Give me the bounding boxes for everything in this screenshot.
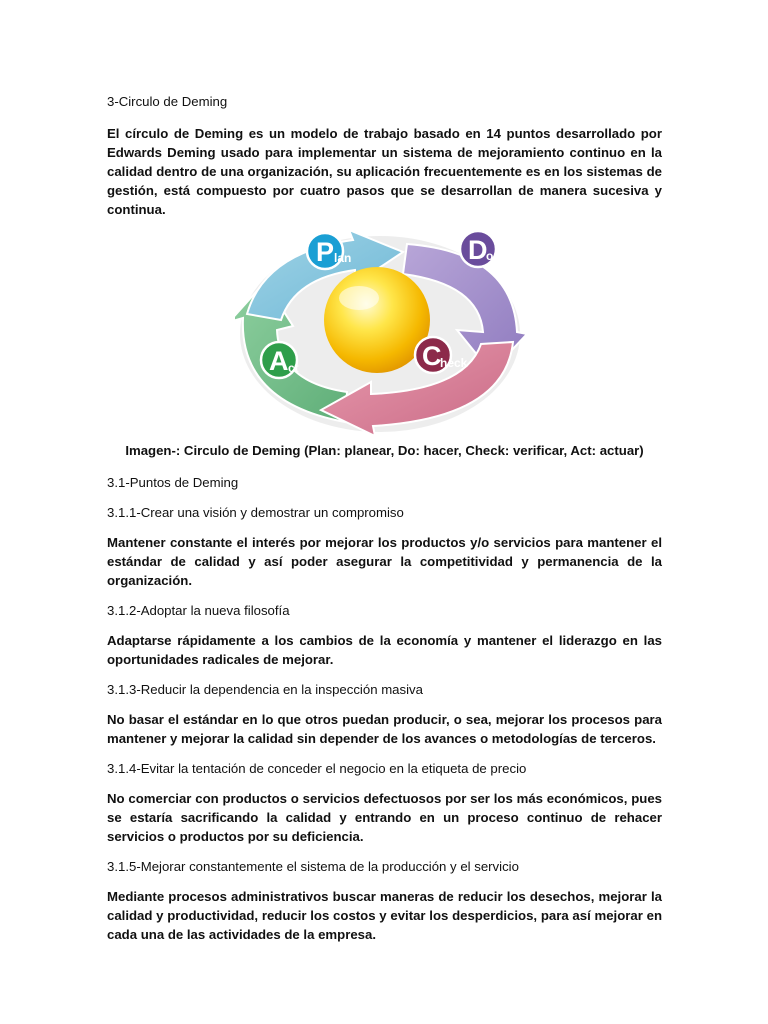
point-title: 3.1.1-Crear una visión y demostrar un compromiso (107, 505, 404, 520)
figure-caption: Imagen-: Circulo de Deming (Plan: planear, Do: hacer, Check: verificar, Act: actuar) (125, 443, 644, 458)
do-badge (460, 231, 496, 267)
point-title: 3.1.5-Mejorar constantemente el sistema de la producción y el servicio (107, 859, 519, 874)
do-initial: D (468, 235, 488, 265)
plan-rest: lan (334, 251, 352, 265)
point-body: No basar el estándar en lo que otros puedan producir, o sea, mejorar los procesos para mantener y mejorar la calidad sin depender de los avances o metodologías de terceros. (107, 712, 662, 746)
act-badge (261, 342, 299, 378)
point-title: 3.1.4-Evitar la tentación de conceder el negocio en la etiqueta de precio (107, 761, 527, 776)
intro-paragraph: El círculo de Deming es un modelo de trabajo basado en 14 puntos desarrollado por Edwards Deming usado para implementar un sistema de mejoramiento continuo en la calidad dentro de una organización, su aplicación frecuentemente es en los sistemas de gestión, está compuesto por cuatro pasos que se desarrollan de manera sucesiva y continua. (107, 126, 662, 217)
do-rest: o (486, 249, 494, 263)
plan-initial: P (316, 237, 335, 267)
deming-cycle-diagram (235, 222, 525, 438)
check-rest: heck (440, 356, 468, 370)
deming-cycle-figure (107, 219, 662, 441)
point-title: 3.1.3-Reducir la dependencia en la inspección masiva (107, 682, 423, 697)
section-title: 3-Circulo de Deming (107, 94, 228, 109)
point-body: Adaptarse rápidamente a los cambios de la economía y mantener el liderazgo en las oportunidades radicales de mejorar. (107, 633, 662, 667)
check-initial: C (422, 341, 442, 371)
point-body: Mediante procesos administrativos buscar maneras de reducir los desechos, mejorar la calidad y productividad, reducir los costos y evitar los desperdicios, para así mejorar en cada una de las actividades de la empresa. (107, 889, 662, 942)
act-initial: A (269, 346, 289, 376)
plan-badge (307, 233, 351, 269)
sphere-highlight (339, 286, 379, 310)
document-page (107, 92, 662, 944)
act-rest: ct (288, 361, 299, 375)
subsection-title: 3.1-Puntos de Deming (107, 475, 239, 490)
point-body: Mantener constante el interés por mejorar los productos y/o servicios para mantener el estándar de calidad y así poder asegurar la competitividad y permanencia de la organización. (107, 535, 662, 588)
point-title: 3.1.2-Adoptar la nueva filosofía (107, 603, 290, 618)
point-body: No comerciar con productos o servicios defectuosos por ser los más económicos, pues se estaría sacrificando la calidad y entrando en un proceso continuo de rehacer servicios o productos por su deficiencia. (107, 791, 662, 844)
